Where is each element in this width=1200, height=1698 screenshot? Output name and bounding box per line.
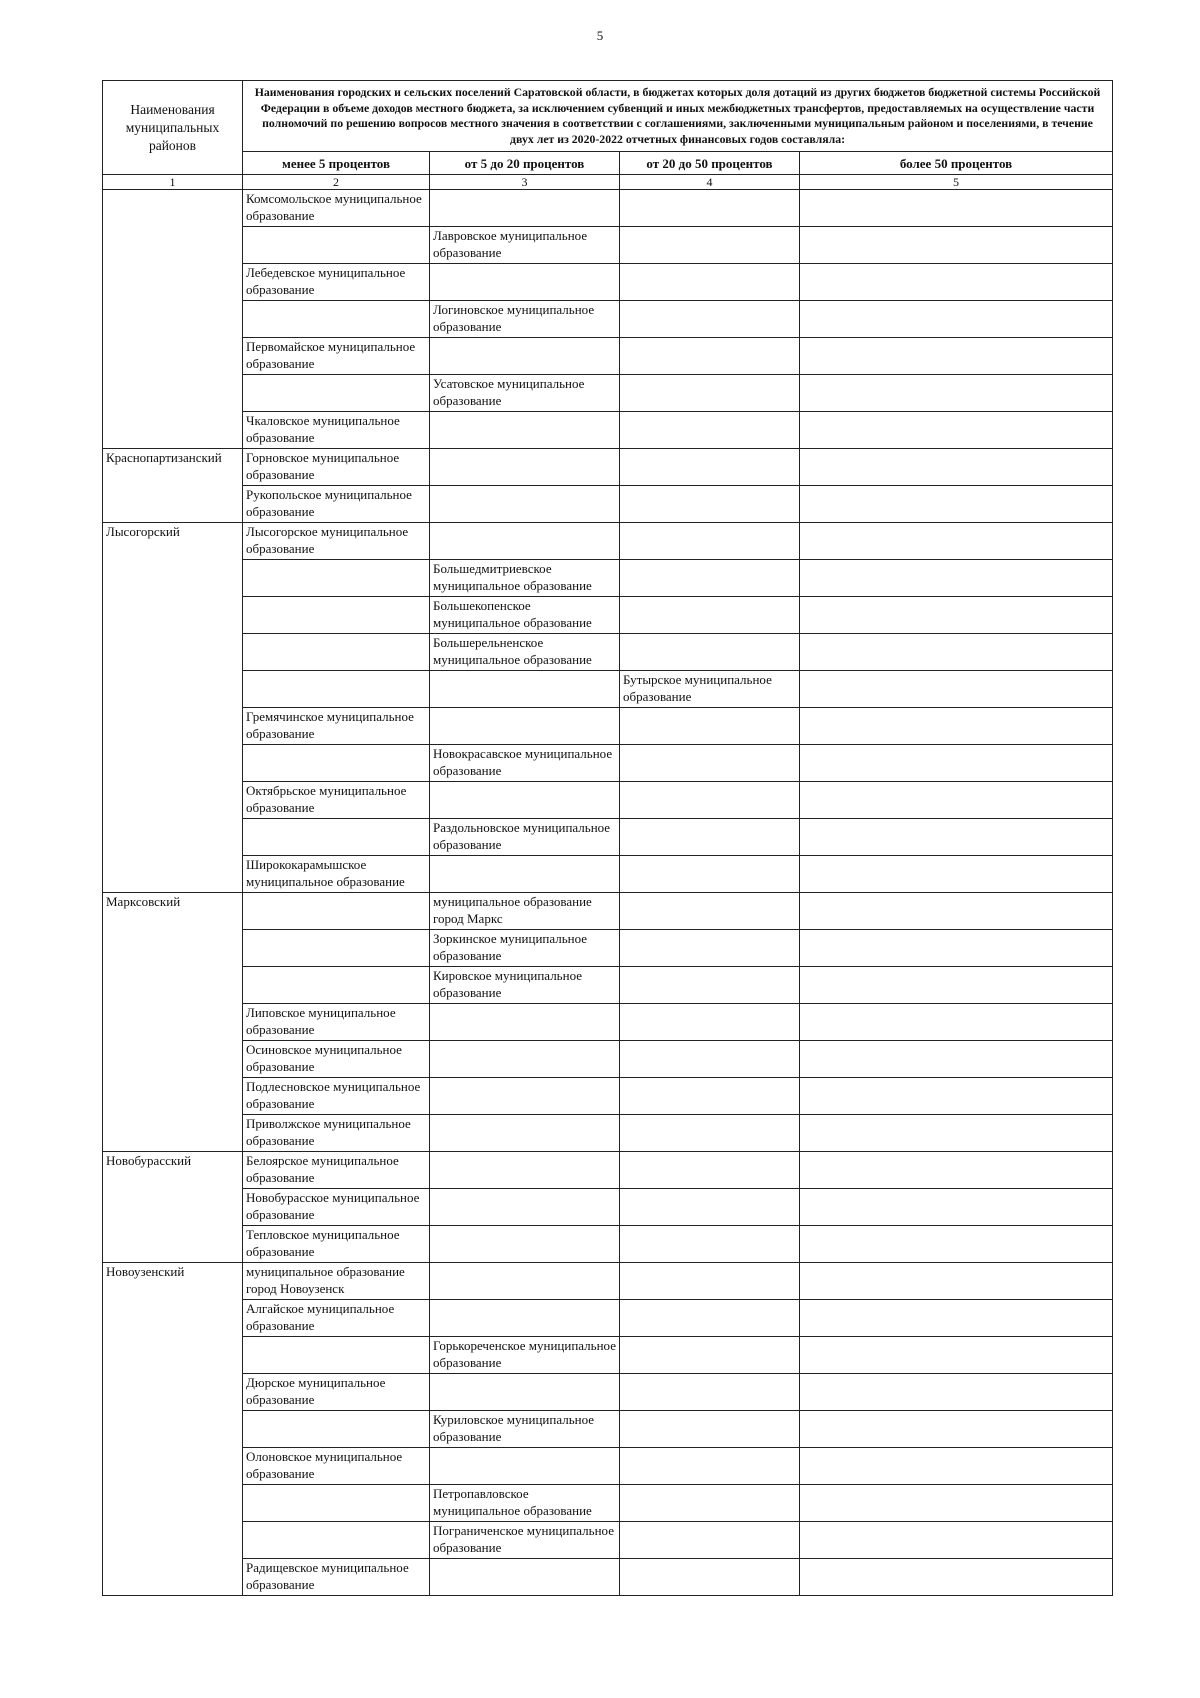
settlement-cell xyxy=(620,930,800,967)
settlement-cell xyxy=(243,597,430,634)
settlement-cell: Петропавловское муниципальное образование xyxy=(430,1485,620,1522)
table-row xyxy=(103,264,1113,301)
settlement-cell xyxy=(620,708,800,745)
settlement-cell xyxy=(620,1078,800,1115)
settlement-cell xyxy=(620,227,800,264)
settlement-cell xyxy=(620,1485,800,1522)
settlement-cell: Новокрасавское муниципальное образование xyxy=(430,745,620,782)
table-row xyxy=(103,782,1113,819)
table-row xyxy=(103,1152,1113,1189)
settlement-cell xyxy=(800,1300,1113,1337)
table-row xyxy=(103,1263,1113,1300)
settlement-cell xyxy=(800,523,1113,560)
settlement-cell xyxy=(243,671,430,708)
table-row xyxy=(103,227,1113,264)
settlement-cell xyxy=(620,523,800,560)
table-row xyxy=(103,1337,1113,1374)
settlement-cell xyxy=(243,1337,430,1374)
settlement-cell xyxy=(620,1411,800,1448)
settlement-cell xyxy=(800,708,1113,745)
settlement-cell: Бутырское муниципальное образование xyxy=(620,671,800,708)
district-cell: Новобурасский xyxy=(103,1152,243,1263)
settlement-cell xyxy=(800,597,1113,634)
settlement-cell: Большерельненское муниципальное образование xyxy=(430,634,620,671)
district-cell: Новоузенский xyxy=(103,1263,243,1596)
settlement-cell: Лысогорское муниципальное образование xyxy=(243,523,430,560)
table-row xyxy=(103,338,1113,375)
settlement-cell: Дюрское муниципальное образование xyxy=(243,1374,430,1411)
settlement-cell xyxy=(430,1189,620,1226)
settlement-cell xyxy=(430,708,620,745)
table-row xyxy=(103,856,1113,893)
settlement-cell xyxy=(620,1559,800,1596)
table-row xyxy=(103,893,1113,930)
settlement-cell xyxy=(620,301,800,338)
settlement-cell: Горновское муниципальное образование xyxy=(243,449,430,486)
table-row xyxy=(103,375,1113,412)
settlement-cell xyxy=(430,1559,620,1596)
settlement-cell: Горькореченское муниципальное образование xyxy=(430,1337,620,1374)
settlement-cell xyxy=(243,1485,430,1522)
district-cell: Марксовский xyxy=(103,893,243,1152)
settlement-cell: Кировское муниципальное образование xyxy=(430,967,620,1004)
settlement-cell: Усатовское муниципальное образование xyxy=(430,375,620,412)
settlement-cell xyxy=(800,1115,1113,1152)
settlement-cell xyxy=(430,1115,620,1152)
settlement-cell xyxy=(620,375,800,412)
settlement-cell: Лавровское муниципальное образование xyxy=(430,227,620,264)
settlement-cell: Алгайское муниципальное образование xyxy=(243,1300,430,1337)
table-row xyxy=(103,1300,1113,1337)
table-row xyxy=(103,1374,1113,1411)
settlement-cell xyxy=(800,486,1113,523)
settlement-cell: Чкаловское муниципальное образование xyxy=(243,412,430,449)
table-row xyxy=(103,819,1113,856)
header-category-1: менее 5 процентов xyxy=(243,152,430,175)
table-row xyxy=(103,1078,1113,1115)
settlement-cell xyxy=(620,1337,800,1374)
settlement-cell xyxy=(430,449,620,486)
settlement-cell: Лебедевское муниципальное образование xyxy=(243,264,430,301)
settlement-cell xyxy=(620,486,800,523)
settlement-cell xyxy=(430,190,620,227)
table-row xyxy=(103,1189,1113,1226)
table-row xyxy=(103,1226,1113,1263)
settlement-cell xyxy=(620,264,800,301)
settlement-cell xyxy=(620,745,800,782)
settlement-cell xyxy=(430,856,620,893)
settlement-cell xyxy=(430,782,620,819)
settlement-cell xyxy=(430,1226,620,1263)
settlement-cell xyxy=(800,1448,1113,1485)
settlement-cell xyxy=(620,1041,800,1078)
settlement-cell xyxy=(800,1078,1113,1115)
table-row xyxy=(103,486,1113,523)
settlement-cell xyxy=(243,1522,430,1559)
table-row xyxy=(103,1411,1113,1448)
settlement-cell xyxy=(800,301,1113,338)
table-row xyxy=(103,671,1113,708)
settlement-cell xyxy=(800,412,1113,449)
settlement-cell xyxy=(800,967,1113,1004)
table-row xyxy=(103,1522,1113,1559)
settlement-cell: муниципальное образование город Маркс xyxy=(430,893,620,930)
settlement-cell xyxy=(620,190,800,227)
settlement-cell xyxy=(800,1485,1113,1522)
settlement-cell: Приволжское муниципальное образование xyxy=(243,1115,430,1152)
settlement-cell xyxy=(620,634,800,671)
header-category-3: от 20 до 50 процентов xyxy=(620,152,800,175)
table-row xyxy=(103,1448,1113,1485)
settlement-cell: Комсомольское муниципальное образование xyxy=(243,190,430,227)
column-number: 5 xyxy=(800,175,1113,190)
settlement-cell: Пограниченское муниципальное образование xyxy=(430,1522,620,1559)
settlement-cell xyxy=(430,1152,620,1189)
settlement-cell: муниципальное образование город Новоузенск xyxy=(243,1263,430,1300)
settlement-cell xyxy=(800,1226,1113,1263)
table-row xyxy=(103,523,1113,560)
settlement-cell xyxy=(430,1448,620,1485)
settlement-cell: Большедмитриевское муниципальное образование xyxy=(430,560,620,597)
table-row xyxy=(103,301,1113,338)
settlement-cell xyxy=(800,1559,1113,1596)
settlement-cell: Олоновское муниципальное образование xyxy=(243,1448,430,1485)
settlement-cell xyxy=(243,560,430,597)
settlement-cell xyxy=(430,412,620,449)
settlement-cell xyxy=(430,264,620,301)
settlement-cell xyxy=(800,227,1113,264)
settlement-cell xyxy=(800,1411,1113,1448)
settlement-cell xyxy=(620,1374,800,1411)
settlement-cell: Первомайское муниципальное образование xyxy=(243,338,430,375)
settlement-cell: Большекопенское муниципальное образование xyxy=(430,597,620,634)
settlement-cell: Гремячинское муниципальное образование xyxy=(243,708,430,745)
table-row xyxy=(103,1041,1113,1078)
settlement-cell: Радищевское муниципальное образование xyxy=(243,1559,430,1596)
settlement-cell xyxy=(620,1300,800,1337)
column-number: 1 xyxy=(103,175,243,190)
table-row xyxy=(103,930,1113,967)
district-cell: Лысогорский xyxy=(103,523,243,893)
settlement-cell xyxy=(800,338,1113,375)
settlement-cell xyxy=(620,1448,800,1485)
settlement-cell xyxy=(620,1115,800,1152)
settlement-cell xyxy=(620,967,800,1004)
page-number: 5 xyxy=(596,28,604,43)
settlement-cell xyxy=(800,560,1113,597)
district-cell: Краснопартизанский xyxy=(103,449,243,523)
settlement-cell xyxy=(243,375,430,412)
settlement-cell xyxy=(620,597,800,634)
settlement-cell xyxy=(800,671,1113,708)
settlement-cell xyxy=(430,1300,620,1337)
settlement-cell xyxy=(620,449,800,486)
settlement-cell xyxy=(800,1522,1113,1559)
settlement-cell xyxy=(620,1152,800,1189)
table-body xyxy=(103,190,1113,1596)
settlement-cell xyxy=(800,745,1113,782)
table-row xyxy=(103,1485,1113,1522)
settlement-cell xyxy=(800,1374,1113,1411)
settlement-cell xyxy=(430,523,620,560)
settlement-cell xyxy=(620,338,800,375)
settlement-cell xyxy=(243,967,430,1004)
settlement-cell: Подлесновское муниципальное образование xyxy=(243,1078,430,1115)
settlement-cell: Зоркинское муниципальное образование xyxy=(430,930,620,967)
table-row xyxy=(103,560,1113,597)
settlement-cell xyxy=(243,819,430,856)
settlement-cell: Октябрьское муниципальное образование xyxy=(243,782,430,819)
table-row xyxy=(103,745,1113,782)
table-row xyxy=(103,1004,1113,1041)
settlement-cell xyxy=(800,634,1113,671)
settlement-cell xyxy=(800,856,1113,893)
settlement-cell xyxy=(620,1522,800,1559)
settlements-table xyxy=(102,80,1113,1596)
settlement-cell xyxy=(800,190,1113,227)
table-row xyxy=(103,708,1113,745)
settlement-cell xyxy=(620,1226,800,1263)
settlement-cell xyxy=(800,819,1113,856)
settlement-cell: Белоярское муниципальное образование xyxy=(243,1152,430,1189)
settlement-cell xyxy=(800,1263,1113,1300)
settlement-cell xyxy=(620,412,800,449)
table-row xyxy=(103,449,1113,486)
settlement-cell xyxy=(620,782,800,819)
settlement-cell xyxy=(243,634,430,671)
settlement-cell: Куриловское муниципальное образование xyxy=(430,1411,620,1448)
settlement-cell xyxy=(800,1189,1113,1226)
table-row xyxy=(103,1559,1113,1596)
settlement-cell: Липовское муниципальное образование xyxy=(243,1004,430,1041)
settlement-cell xyxy=(800,264,1113,301)
settlement-cell xyxy=(243,745,430,782)
settlement-cell xyxy=(620,1189,800,1226)
header-category-2: от 5 до 20 процентов xyxy=(430,152,620,175)
table-row xyxy=(103,412,1113,449)
column-number: 4 xyxy=(620,175,800,190)
settlement-cell: Новобурасское муниципальное образование xyxy=(243,1189,430,1226)
settlement-cell xyxy=(243,930,430,967)
district-cell xyxy=(103,190,243,449)
table-row xyxy=(103,597,1113,634)
settlement-cell: Осиновское муниципальное образование xyxy=(243,1041,430,1078)
settlement-cell xyxy=(620,893,800,930)
settlement-cell xyxy=(430,486,620,523)
settlement-cell xyxy=(620,560,800,597)
settlement-cell xyxy=(430,1041,620,1078)
settlement-cell xyxy=(800,449,1113,486)
settlement-cell xyxy=(620,819,800,856)
settlement-cell: Рукопольское муниципальное образование xyxy=(243,486,430,523)
table-row xyxy=(103,967,1113,1004)
settlement-cell xyxy=(800,893,1113,930)
settlement-cell xyxy=(243,301,430,338)
settlement-cell: Логиновское муниципальное образование xyxy=(430,301,620,338)
header-category-4: более 50 процентов xyxy=(800,152,1113,175)
settlement-cell xyxy=(800,930,1113,967)
header-district-column: Наименования муниципальных районов xyxy=(103,81,243,175)
settlement-cell xyxy=(243,227,430,264)
settlement-cell xyxy=(800,1337,1113,1374)
settlement-cell xyxy=(620,1263,800,1300)
settlement-cell xyxy=(800,782,1113,819)
column-number: 3 xyxy=(430,175,620,190)
settlement-cell xyxy=(800,1152,1113,1189)
settlement-cell xyxy=(800,1004,1113,1041)
settlement-cell xyxy=(800,375,1113,412)
settlement-cell: Ширококарамышское муниципальное образование xyxy=(243,856,430,893)
table-row xyxy=(103,1115,1113,1152)
settlement-cell xyxy=(243,1411,430,1448)
settlement-cell: Раздольновское муниципальное образование xyxy=(430,819,620,856)
table-row xyxy=(103,634,1113,671)
settlement-cell xyxy=(620,1004,800,1041)
settlement-cell xyxy=(620,856,800,893)
settlement-cell xyxy=(430,338,620,375)
column-number: 2 xyxy=(243,175,430,190)
settlement-cell xyxy=(430,1374,620,1411)
table-row xyxy=(103,190,1113,227)
settlement-cell xyxy=(430,671,620,708)
settlement-cell: Тепловское муниципальное образование xyxy=(243,1226,430,1263)
settlement-cell xyxy=(430,1004,620,1041)
header-main-title: Наименования городских и сельских поселений Саратовской области, в бюджетах которых доля дотаций из других бюджетов бюджетной системы Российской Федерации в объеме доходов местного бюджета, за исключением субвенций и иных межбюджетных трансфертов, предоставляемых на осуществление части полномочий по решению вопросов местного значения в соответствии с соглашениями, заключенными муниципальным районом и поселениями, в течение двух лет из 2020-2022 отчетных финансовых годов составляла: xyxy=(243,81,1113,152)
settlement-cell xyxy=(243,893,430,930)
settlement-cell xyxy=(430,1263,620,1300)
settlement-cell xyxy=(800,1041,1113,1078)
settlement-cell xyxy=(430,1078,620,1115)
